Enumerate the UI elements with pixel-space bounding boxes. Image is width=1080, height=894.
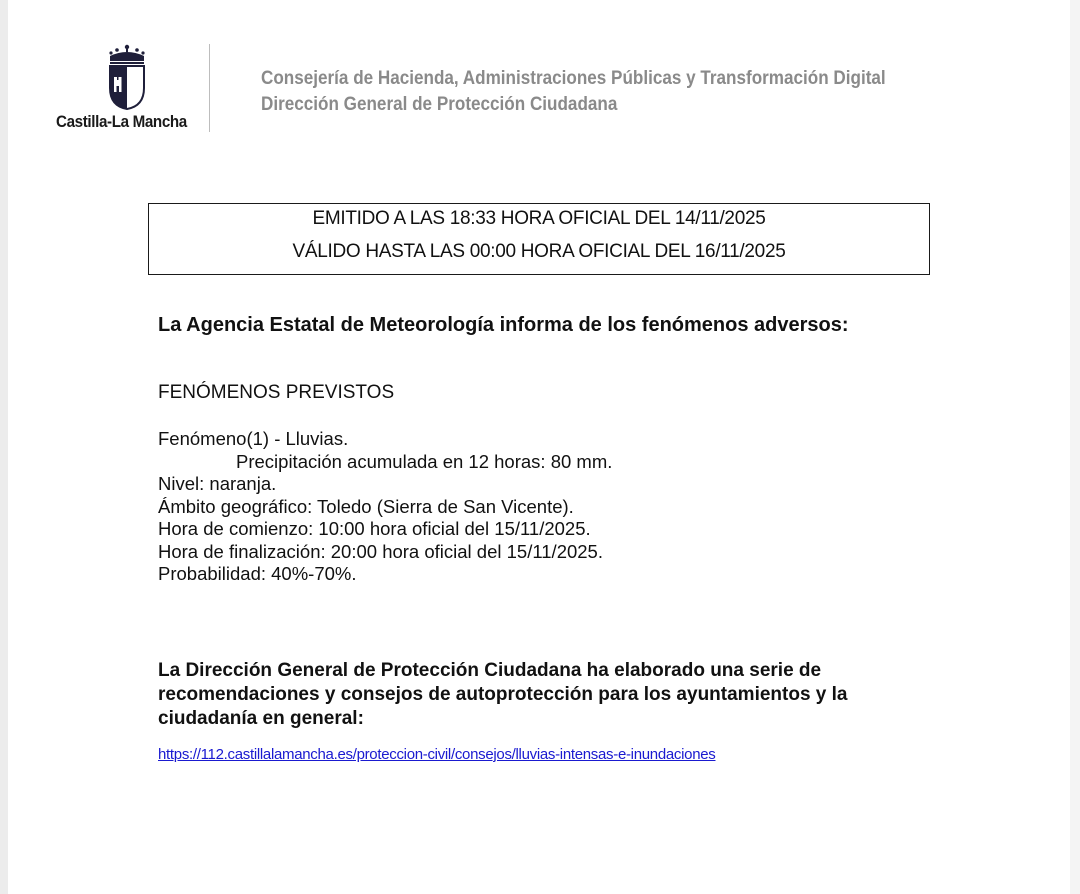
level-line: Nivel: naranja. xyxy=(158,473,277,494)
probability-line: Probabilidad: 40%-70%. xyxy=(158,563,357,584)
page-edge xyxy=(1070,0,1080,894)
area-line: Ámbito geográfico: Toledo (Sierra de San Vicente). xyxy=(158,495,574,517)
phenomena-details xyxy=(158,428,612,586)
logo-text: Castilla-La Mancha xyxy=(56,113,187,131)
recommendations-link[interactable]: https://112.castillalamancha.es/proteccion-civil/consejos/lluvias-intensas-e-inundaciones xyxy=(158,746,716,763)
precipitation-line: Precipitación acumulada en 12 horas: 80 mm. xyxy=(236,450,613,472)
header-divider xyxy=(209,44,210,132)
lead-heading: La Agencia Estatal de Meteorología informa de los fenómenos adversos: xyxy=(158,314,849,336)
department-line-2: Dirección General de Protección Ciudadana xyxy=(261,94,618,115)
emitted-time: EMITIDO A LAS 18:33 HORA OFICIAL DEL 14/11/2025 xyxy=(312,208,766,229)
end-time-line: Hora de finalización: 20:00 hora oficial del 15/11/2025. xyxy=(158,540,603,562)
recommendations-text: La Dirección General de Protección Ciudadana ha elaborado una serie de recomendaciones y consejos de autoprotección para los ayuntamientos y la ciudadanía en general: xyxy=(158,660,848,729)
department-header xyxy=(261,66,886,118)
phenomena-heading: FENÓMENOS PREVISTOS xyxy=(158,382,395,403)
valid-until-time: VÁLIDO HASTA LAS 00:00 HORA OFICIAL DEL 16/11/2025 xyxy=(292,241,786,262)
start-time-line: Hora de comienzo: 10:00 hora oficial del 15/11/2025. xyxy=(158,518,591,539)
castilla-la-mancha-crest-icon xyxy=(104,44,150,110)
validity-box xyxy=(148,203,930,275)
department-line-1: Consejería de Hacienda, Administraciones Públicas y Transformación Digital xyxy=(261,68,886,89)
phenomenon-line: Fenómeno(1) - Lluvias. xyxy=(158,428,349,449)
